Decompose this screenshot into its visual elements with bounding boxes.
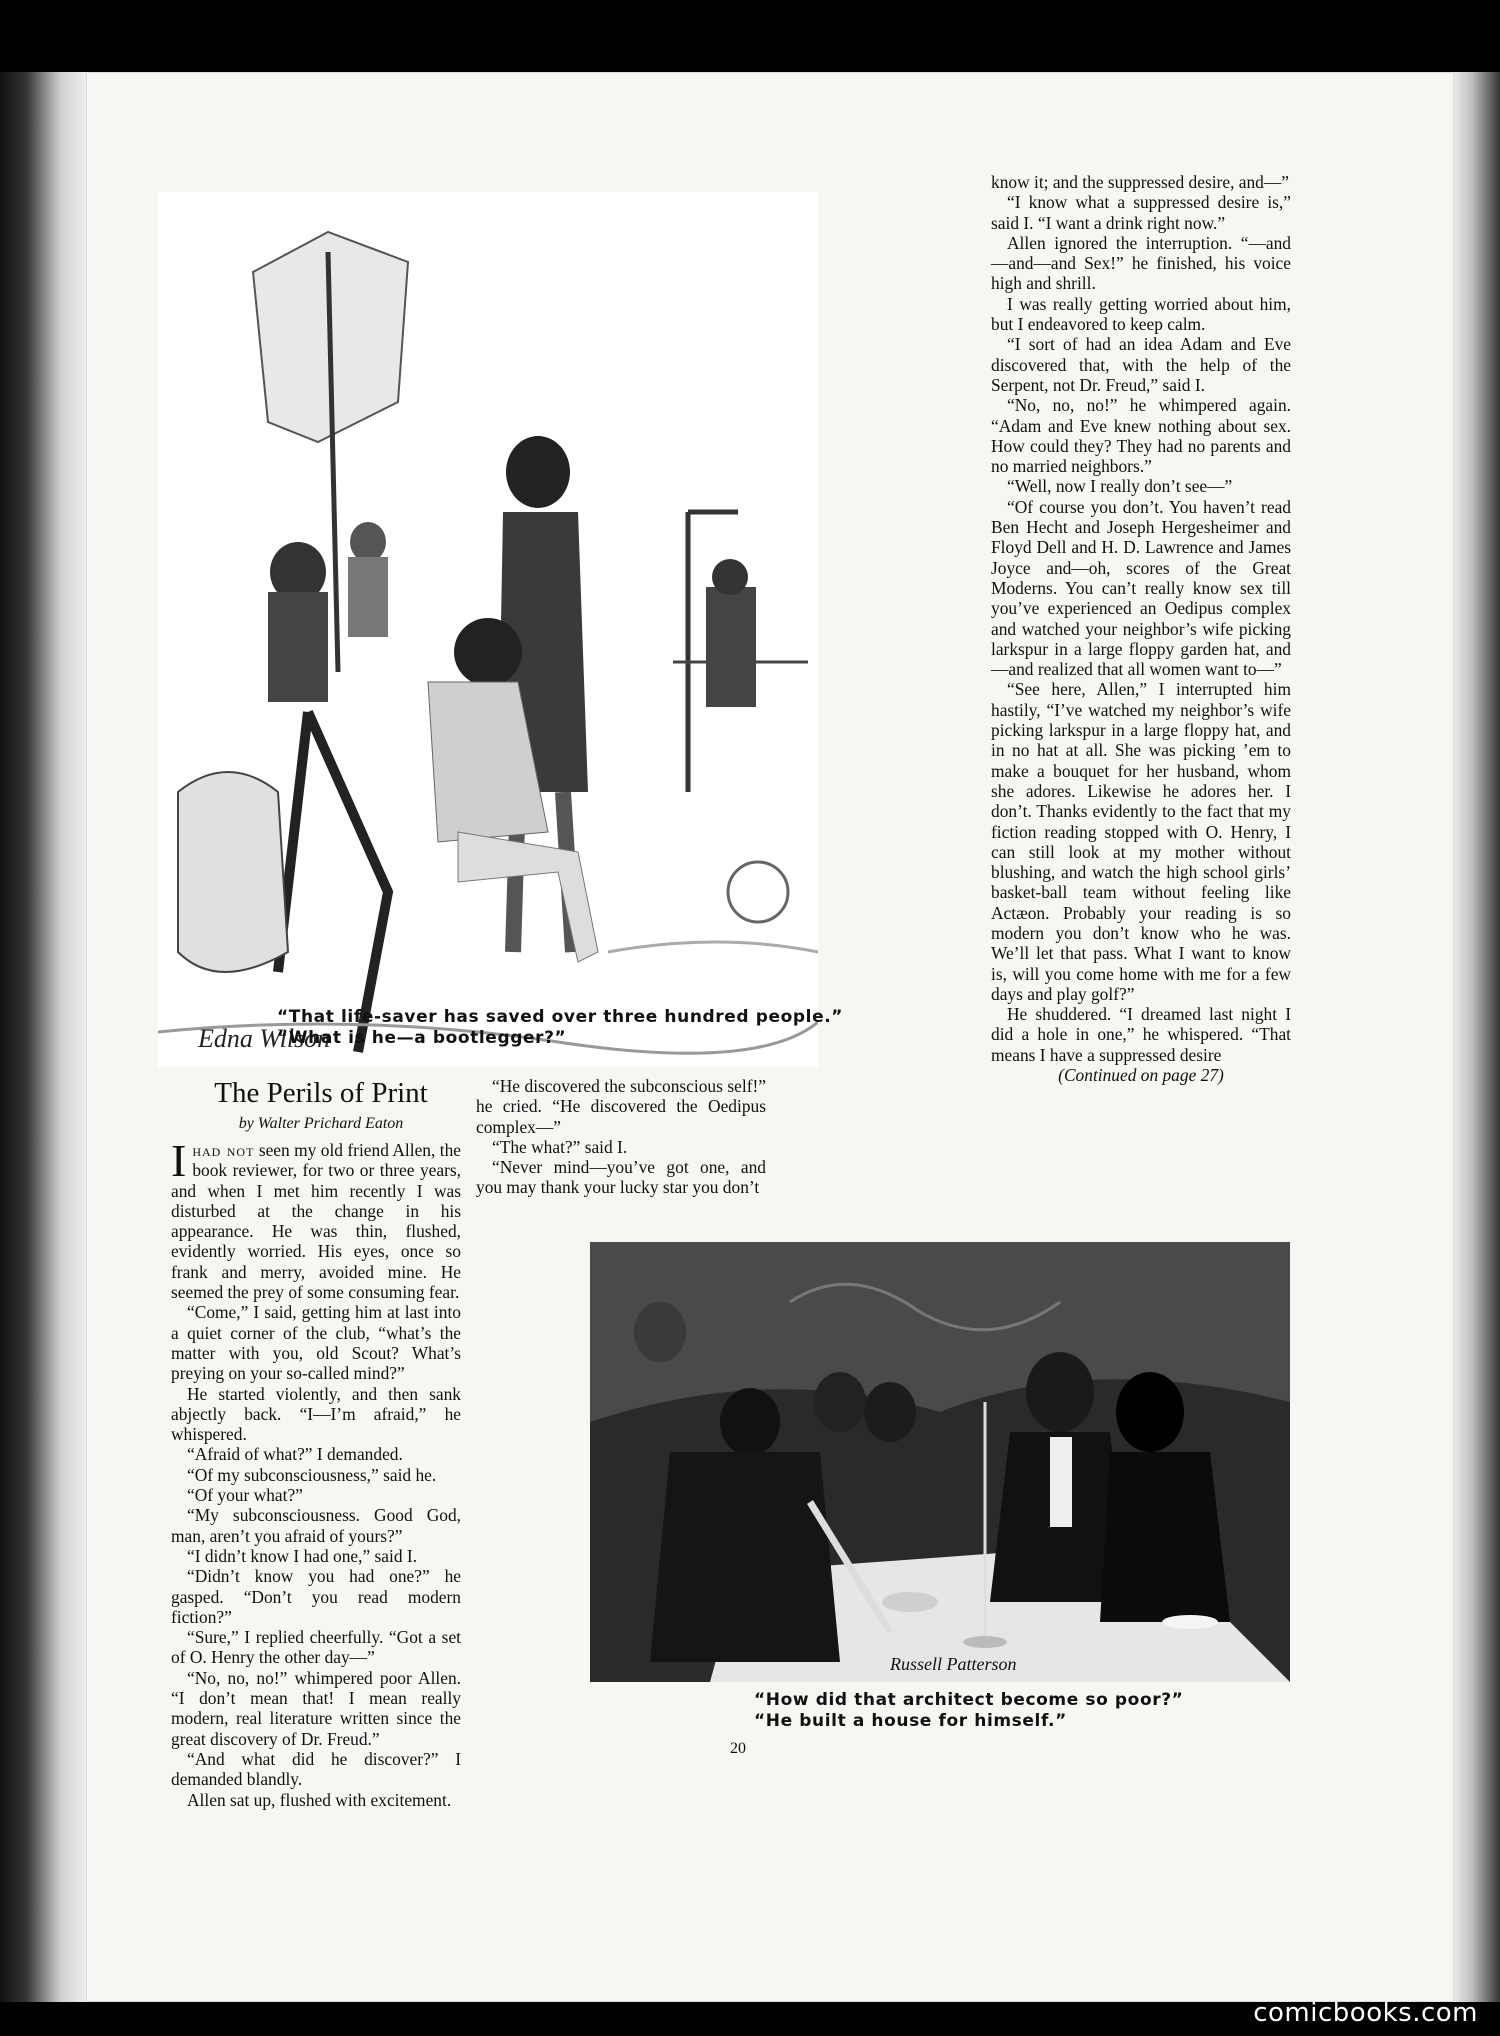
paragraph: “Didn’t know you had one?” he gasped. “Don’t you read modern fiction?” bbox=[171, 1566, 461, 1627]
paragraph: “No, no, no!” whimpered poor Allen. “I don’t mean that! I mean really modern, real literature written since the great discovery of Dr. Freud.” bbox=[171, 1667, 461, 1749]
paragraph: “The what?” said I. bbox=[492, 1136, 628, 1157]
paragraph: seen my old friend Allen, the book reviewer, for two or three years, and when I met him recently I was disturbed at the change in his appearance. He was thin, flushed, evidently worried. His eyes, once so frank and merry, avoided mine. He seemed the prey of some consuming fear. bbox=[171, 1140, 461, 1303]
top-illustration-signature: Edna Wilson bbox=[198, 1024, 331, 1053]
paragraph: “Well, now I really don’t see—” bbox=[1007, 476, 1233, 497]
paragraph: “Of my subconsciousness,” said he. bbox=[187, 1464, 437, 1485]
paragraph: know it; and the suppressed desire, and—” bbox=[991, 172, 1289, 192]
paragraph: Allen ignored the interruption. “—and—and—and Sex!” he finished, his voice high and shrill. bbox=[991, 232, 1291, 294]
bottom-illustration-signature: Russell Patterson bbox=[890, 1654, 1017, 1674]
page-number: 20 bbox=[730, 1740, 746, 1757]
article-byline: by Walter Prichard Eaton bbox=[238, 1115, 404, 1132]
paragraph: “See here, Allen,” I interrupted him hastily, “I’ve watched my neighbor’s wife picking larkspur in a large floppy hat, and in no hat at all. She was picking ’em to make a bouquet for her husband, whom she adores. Likewise he adores her. I don’t. Thanks evidently to the fact that my fiction reading stopped with O. Henry, I can still look at my mother without blushing, and watch the high school girls’ basket-ball team without feeling like Actæon. Probably your reading is so modern you don’t know who he was. We’ll let that pass. What I want to know is, will you come home with me for a few days and play golf?” bbox=[991, 679, 1291, 1004]
paragraph: “My subconsciousness. Good God, man, aren’t you afraid of yours?” bbox=[171, 1505, 461, 1546]
article-column-2 bbox=[476, 1076, 766, 1198]
beach-illustration bbox=[158, 192, 818, 1067]
paragraph: “And what did he discover?” I demanded blandly. bbox=[171, 1748, 461, 1790]
paragraph: “I didn’t know I had one,” said I. bbox=[187, 1545, 418, 1566]
paragraph: “Sure,” I replied cheerfully. “Got a set of O. Henry the other day—” bbox=[171, 1627, 461, 1668]
continued-note: (Continued on page 27) bbox=[1058, 1065, 1224, 1086]
paragraph: Allen sat up, flushed with excitement. bbox=[187, 1789, 452, 1810]
article-column-3 bbox=[991, 172, 1291, 1085]
paragraph: He shuddered. “I dreamed last night I did a hole in one,” he whispered. “That means I have a suppressed desire bbox=[991, 1004, 1291, 1065]
watermark: comicbooks.com bbox=[1253, 1998, 1478, 2028]
bottom-illustration-caption: “How did that architect become so poor?” “He built a house for himself.” bbox=[754, 1690, 1184, 1731]
restaurant-drawing bbox=[590, 1242, 1290, 1682]
paragraph: “He discovered the subconscious self!” he cried. “He discovered the Oedipus complex—” bbox=[476, 1076, 766, 1137]
paragraph: I was really getting worried about him, but I endeavored to keep calm. bbox=[991, 293, 1291, 335]
next-page-edge bbox=[1454, 72, 1500, 2002]
paragraph: “Of course you don’t. You haven’t read Ben Hecht and Joseph Hergesheimer and Floyd Dell and H. D. Lawrence and James Joyce and—oh, scores of the Great Moderns. You can’t really know sex till you’ve experienced an Oedipus complex and watched your neighbor’s wife picking larkspur in a large floppy garden hat, and—and realized that all women want to—” bbox=[991, 496, 1291, 680]
binding-shadow-left bbox=[0, 72, 86, 2002]
paragraph: “Of your what?” bbox=[187, 1485, 303, 1506]
paragraph: “Afraid of what?” I demanded. bbox=[187, 1444, 403, 1465]
paragraph: He started violently, and then sank abjectly back. “I—I’m afraid,” he whispered. bbox=[171, 1383, 461, 1445]
paragraph: “I know what a suppressed desire is,” said I. “I want a drink right now.” bbox=[991, 192, 1291, 233]
lead-small-caps: had not bbox=[192, 1140, 255, 1160]
top-illustration-caption: “That life-saver has saved over three hundred people.” “What is he—a bootlegger?” bbox=[277, 1007, 844, 1048]
magazine-page bbox=[86, 72, 1454, 2002]
beach-drawing bbox=[158, 192, 818, 1067]
paragraph: “No, no, no!” he whimpered again. “Adam and Eve knew nothing about sex. How could they? They had no parents and no married neighbors.” bbox=[991, 395, 1291, 477]
article-column-1 bbox=[171, 1135, 461, 1810]
opening-paragraph bbox=[171, 1135, 461, 1303]
paragraph: “Never mind—you’ve got one, and you may thank your lucky star you don’t bbox=[476, 1157, 766, 1198]
restaurant-illustration bbox=[590, 1242, 1290, 1682]
drop-cap: I bbox=[171, 1135, 187, 1186]
article-title: The Perils of Print bbox=[214, 1077, 428, 1109]
paragraph: “Come,” I said, getting him at last into a quiet corner of the club, “what’s the matter with you, old Scout? What’s preying on your so-called mind?” bbox=[171, 1302, 461, 1384]
paragraph: “I sort of had an idea Adam and Eve discovered that, with the help of the Serpent, not Dr. Freud,” said I. bbox=[991, 334, 1291, 395]
